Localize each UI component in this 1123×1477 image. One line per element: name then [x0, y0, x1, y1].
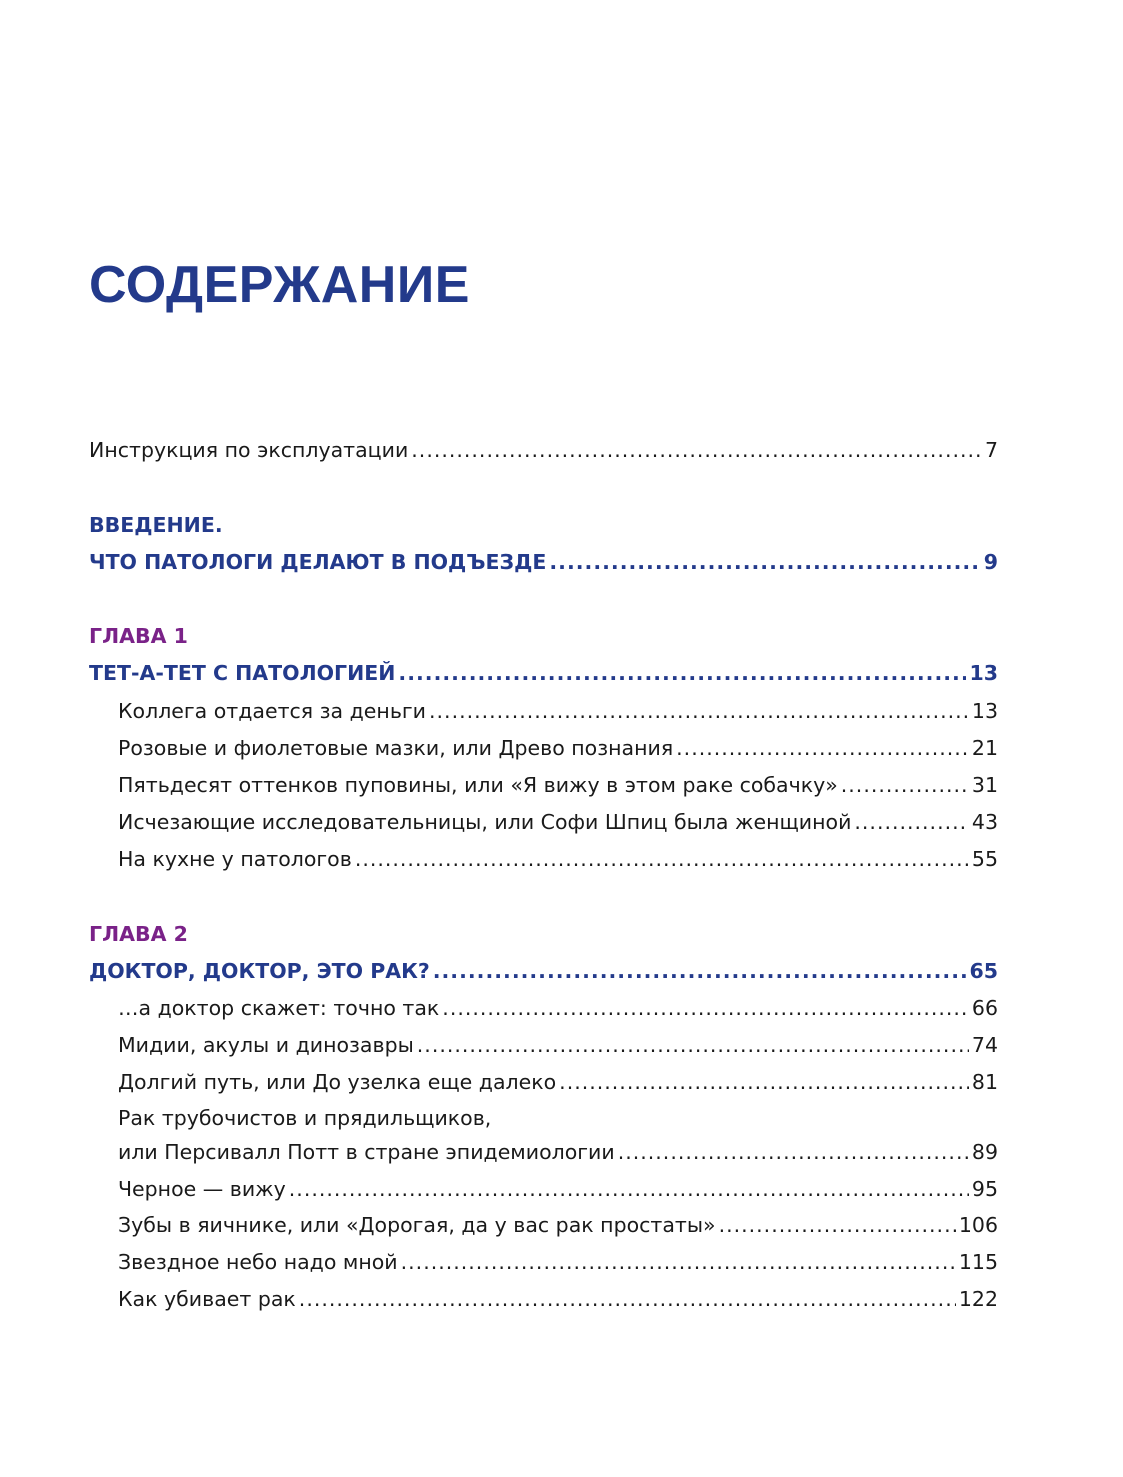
toc-subentry[interactable] — [118, 1032, 998, 1058]
toc-page-number: 106 — [958, 1213, 998, 1237]
toc-page-number: 81 — [971, 1070, 998, 1094]
toc-entry-label: Звездное небо надо мной — [118, 1250, 398, 1274]
dot-leader — [401, 1249, 956, 1275]
toc-subentry[interactable] — [118, 1212, 998, 1238]
dot-leader — [417, 1032, 969, 1058]
dot-leader — [676, 735, 969, 761]
toc-page-number: 122 — [958, 1287, 998, 1311]
chapter-2-label: ГЛАВА 2 — [89, 922, 188, 946]
toc-page-number: 21 — [971, 736, 998, 760]
toc-page-number: 95 — [971, 1177, 998, 1201]
toc-page-number: 66 — [971, 996, 998, 1020]
toc-page-number: 9 — [983, 550, 998, 574]
toc-entry-chapter-1[interactable] — [89, 660, 998, 686]
toc-page-number: 55 — [971, 847, 998, 871]
dot-leader — [854, 809, 969, 835]
toc-entry-intro[interactable] — [89, 549, 998, 575]
toc-subentry[interactable] — [118, 995, 998, 1021]
toc-page-number: 13 — [971, 699, 998, 723]
toc-page-number: 43 — [971, 810, 998, 834]
toc-entry-label: Пятьдесят оттенков пуповины, или «Я вижу в этом раке собачку» — [118, 773, 838, 797]
toc-subentry[interactable] — [118, 846, 998, 872]
toc-subentry[interactable] — [118, 1069, 998, 1095]
toc-subentry[interactable] — [118, 1176, 998, 1202]
dot-leader — [433, 958, 967, 984]
dot-leader — [549, 549, 980, 575]
toc-subentry[interactable] — [118, 1249, 998, 1275]
toc-entry-label: Как убивает рак — [118, 1287, 296, 1311]
toc-page-number: 65 — [969, 959, 998, 983]
intro-heading: ВВЕДЕНИЕ. — [89, 513, 223, 537]
toc-subentry[interactable] — [118, 698, 998, 724]
toc-page-number: 7 — [984, 438, 998, 462]
toc-entry-label: …а доктор скажет: точно так — [118, 996, 440, 1020]
dot-leader — [411, 437, 982, 463]
toc-page-number: 31 — [971, 773, 998, 797]
toc-page-number: 74 — [971, 1033, 998, 1057]
toc-page-number: 13 — [969, 661, 998, 685]
toc-subentry[interactable] — [118, 1139, 998, 1165]
dot-leader — [559, 1069, 969, 1095]
toc-entry-label: Черное — вижу — [118, 1177, 286, 1201]
dot-leader — [355, 846, 969, 872]
toc-entry-chapter-2[interactable] — [89, 958, 998, 984]
toc-entry-label: Мидии, акулы и динозавры — [118, 1033, 414, 1057]
toc-entry-label: Зубы в яичнике, или «Дорогая, да у вас рак простаты» — [118, 1213, 716, 1237]
dot-leader — [398, 660, 966, 686]
dot-leader — [429, 698, 969, 724]
toc-page-number: 115 — [958, 1250, 998, 1274]
dot-leader — [299, 1286, 956, 1312]
toc-subentry-first-line: Рак трубочистов и прядильщиков, — [118, 1106, 492, 1130]
toc-entry-label: Исчезающие исследовательницы, или Софи Шпиц была женщиной — [118, 810, 852, 834]
toc-subentry[interactable] — [118, 809, 998, 835]
toc-subentry[interactable] — [118, 1286, 998, 1312]
toc-entry-label: или Персивалл Потт в стране эпидемиологии — [118, 1140, 615, 1164]
toc-entry-label: Розовые и фиолетовые мазки, или Древо познания — [118, 736, 674, 760]
toc-entry-label: На кухне у патологов — [118, 847, 352, 871]
dot-leader — [719, 1212, 956, 1238]
toc-entry-label: ТЕТ-А-ТЕТ С ПАТОЛОГИЕЙ — [89, 661, 396, 685]
dot-leader — [841, 772, 969, 798]
toc-entry-label: Долгий путь, или До узелка еще далеко — [118, 1070, 557, 1094]
dot-leader — [289, 1176, 969, 1202]
dot-leader — [442, 995, 969, 1021]
toc-entry-label: ДОКТОР, ДОКТОР, ЭТО РАК? — [89, 959, 430, 983]
chapter-1-label: ГЛАВА 1 — [89, 624, 188, 648]
toc-subentry[interactable] — [118, 772, 998, 798]
toc-entry-label: Инструкция по эксплуатации — [89, 438, 409, 462]
page-title: СОДЕРЖАНИЕ — [89, 256, 470, 314]
dot-leader — [618, 1139, 969, 1165]
toc-entry-label: ЧТО ПАТОЛОГИ ДЕЛАЮТ В ПОДЪЕЗДЕ — [89, 550, 547, 574]
toc-entry-instructions[interactable] — [89, 437, 998, 463]
toc-subentry[interactable] — [118, 735, 998, 761]
toc-page-number: 89 — [971, 1140, 998, 1164]
toc-entry-label: Коллега отдается за деньги — [118, 699, 427, 723]
